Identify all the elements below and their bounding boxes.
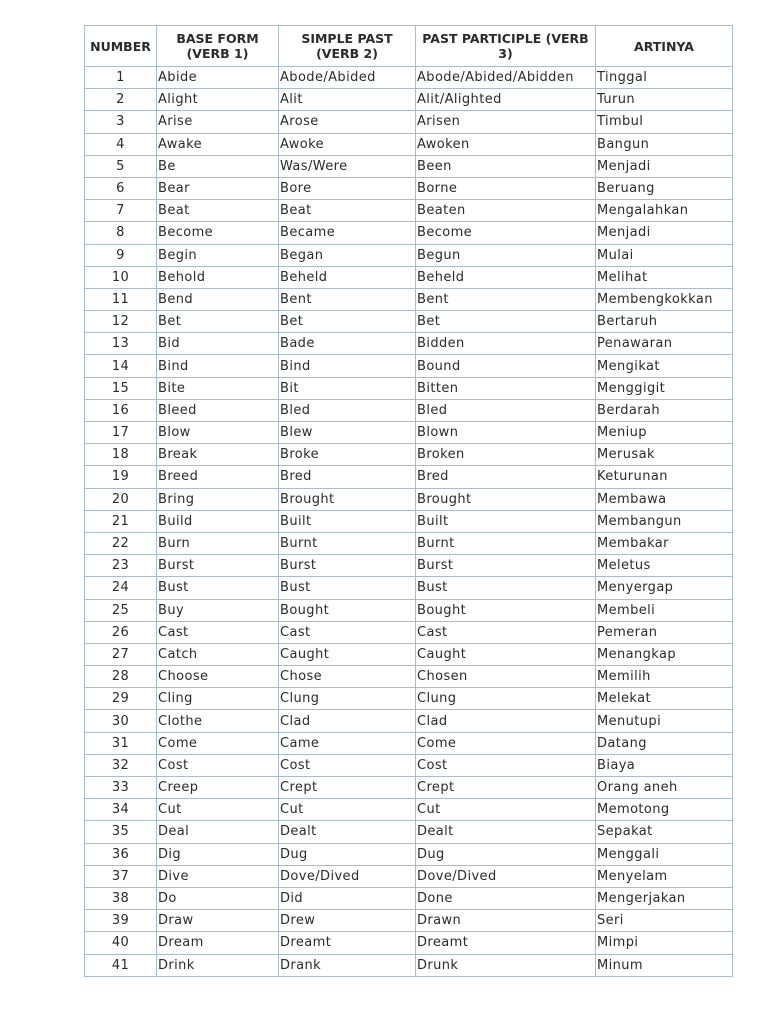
header-past-participle: PAST PARTICIPLE (VERB 3) bbox=[416, 26, 596, 67]
cell-base-form: Become bbox=[157, 222, 279, 244]
cell-simple-past: Drew bbox=[279, 910, 416, 932]
cell-base-form: Deal bbox=[157, 821, 279, 843]
cell-past-participle: Bidden bbox=[416, 333, 596, 355]
cell-base-form: Bust bbox=[157, 577, 279, 599]
header-row bbox=[85, 26, 733, 67]
cell-past-participle: Crept bbox=[416, 777, 596, 799]
cell-simple-past: Beat bbox=[279, 200, 416, 222]
cell-artinya: Biaya bbox=[596, 754, 733, 776]
cell-artinya: Sepakat bbox=[596, 821, 733, 843]
cell-base-form: Bid bbox=[157, 333, 279, 355]
cell-artinya: Timbul bbox=[596, 111, 733, 133]
cell-simple-past: Alit bbox=[279, 89, 416, 111]
cell-number: 32 bbox=[85, 754, 157, 776]
cell-artinya: Menangkap bbox=[596, 643, 733, 665]
cell-base-form: Burst bbox=[157, 555, 279, 577]
table-row bbox=[85, 777, 733, 799]
cell-past-participle: Abode/Abided/Abidden bbox=[416, 67, 596, 89]
cell-past-participle: Chosen bbox=[416, 666, 596, 688]
cell-simple-past: Bore bbox=[279, 177, 416, 199]
cell-base-form: Beat bbox=[157, 200, 279, 222]
cell-past-participle: Cost bbox=[416, 754, 596, 776]
table-row bbox=[85, 288, 733, 310]
header-number: NUMBER bbox=[85, 26, 157, 67]
cell-artinya: Memilih bbox=[596, 666, 733, 688]
cell-artinya: Memotong bbox=[596, 799, 733, 821]
cell-past-participle: Bust bbox=[416, 577, 596, 599]
cell-artinya: Menyergap bbox=[596, 577, 733, 599]
cell-number: 15 bbox=[85, 377, 157, 399]
cell-number: 9 bbox=[85, 244, 157, 266]
cell-number: 2 bbox=[85, 89, 157, 111]
table-header bbox=[85, 26, 733, 67]
cell-number: 8 bbox=[85, 222, 157, 244]
table-row bbox=[85, 532, 733, 554]
table-row bbox=[85, 399, 733, 421]
cell-artinya: Tinggal bbox=[596, 67, 733, 89]
cell-base-form: Catch bbox=[157, 643, 279, 665]
cell-simple-past: Burst bbox=[279, 555, 416, 577]
cell-past-participle: Borne bbox=[416, 177, 596, 199]
cell-artinya: Membakar bbox=[596, 532, 733, 554]
table-row bbox=[85, 821, 733, 843]
cell-past-participle: Built bbox=[416, 510, 596, 532]
cell-simple-past: Bent bbox=[279, 288, 416, 310]
cell-base-form: Abide bbox=[157, 67, 279, 89]
cell-past-participle: Awoken bbox=[416, 133, 596, 155]
cell-past-participle: Come bbox=[416, 732, 596, 754]
cell-artinya: Menjadi bbox=[596, 222, 733, 244]
table-row bbox=[85, 377, 733, 399]
cell-simple-past: Bit bbox=[279, 377, 416, 399]
cell-past-participle: Become bbox=[416, 222, 596, 244]
header-simple-past: SIMPLE PAST (VERB 2) bbox=[279, 26, 416, 67]
cell-past-participle: Dug bbox=[416, 843, 596, 865]
cell-past-participle: Cast bbox=[416, 621, 596, 643]
table-row bbox=[85, 910, 733, 932]
cell-simple-past: Bought bbox=[279, 599, 416, 621]
cell-simple-past: Cut bbox=[279, 799, 416, 821]
cell-past-participle: Dove/Dived bbox=[416, 865, 596, 887]
cell-artinya: Beruang bbox=[596, 177, 733, 199]
cell-artinya: Pemeran bbox=[596, 621, 733, 643]
cell-artinya: Membawa bbox=[596, 488, 733, 510]
cell-past-participle: Beaten bbox=[416, 200, 596, 222]
cell-artinya: Berdarah bbox=[596, 399, 733, 421]
cell-simple-past: Came bbox=[279, 732, 416, 754]
cell-number: 24 bbox=[85, 577, 157, 599]
cell-number: 22 bbox=[85, 532, 157, 554]
cell-artinya: Meniup bbox=[596, 422, 733, 444]
table-row bbox=[85, 488, 733, 510]
cell-simple-past: Abode/Abided bbox=[279, 67, 416, 89]
table-row bbox=[85, 732, 733, 754]
cell-base-form: Bend bbox=[157, 288, 279, 310]
cell-number: 34 bbox=[85, 799, 157, 821]
cell-number: 19 bbox=[85, 466, 157, 488]
cell-number: 20 bbox=[85, 488, 157, 510]
table-row bbox=[85, 643, 733, 665]
cell-past-participle: Been bbox=[416, 155, 596, 177]
table-row bbox=[85, 510, 733, 532]
table-row bbox=[85, 133, 733, 155]
cell-simple-past: Bust bbox=[279, 577, 416, 599]
cell-simple-past: Burnt bbox=[279, 532, 416, 554]
header-artinya: ARTINYA bbox=[596, 26, 733, 67]
cell-number: 3 bbox=[85, 111, 157, 133]
cell-base-form: Clothe bbox=[157, 710, 279, 732]
cell-simple-past: Caught bbox=[279, 643, 416, 665]
cell-past-participle: Bound bbox=[416, 355, 596, 377]
cell-base-form: Cost bbox=[157, 754, 279, 776]
cell-past-participle: Blown bbox=[416, 422, 596, 444]
table-row bbox=[85, 555, 733, 577]
cell-artinya: Menjadi bbox=[596, 155, 733, 177]
cell-base-form: Dive bbox=[157, 865, 279, 887]
cell-number: 23 bbox=[85, 555, 157, 577]
cell-number: 35 bbox=[85, 821, 157, 843]
cell-base-form: Choose bbox=[157, 666, 279, 688]
cell-simple-past: Became bbox=[279, 222, 416, 244]
cell-past-participle: Bled bbox=[416, 399, 596, 421]
cell-number: 13 bbox=[85, 333, 157, 355]
cell-past-participle: Cut bbox=[416, 799, 596, 821]
cell-number: 38 bbox=[85, 887, 157, 909]
cell-simple-past: Broke bbox=[279, 444, 416, 466]
cell-simple-past: Dreamt bbox=[279, 932, 416, 954]
cell-base-form: Break bbox=[157, 444, 279, 466]
cell-past-participle: Alit/Alighted bbox=[416, 89, 596, 111]
cell-base-form: Dream bbox=[157, 932, 279, 954]
cell-number: 6 bbox=[85, 177, 157, 199]
cell-artinya: Melekat bbox=[596, 688, 733, 710]
cell-base-form: Burn bbox=[157, 532, 279, 554]
cell-artinya: Orang aneh bbox=[596, 777, 733, 799]
table-row bbox=[85, 177, 733, 199]
cell-artinya: Mengalahkan bbox=[596, 200, 733, 222]
cell-simple-past: Arose bbox=[279, 111, 416, 133]
cell-simple-past: Dug bbox=[279, 843, 416, 865]
cell-past-participle: Dreamt bbox=[416, 932, 596, 954]
table-row bbox=[85, 200, 733, 222]
cell-artinya: Meletus bbox=[596, 555, 733, 577]
table-row bbox=[85, 111, 733, 133]
cell-artinya: Menggali bbox=[596, 843, 733, 865]
cell-simple-past: Bade bbox=[279, 333, 416, 355]
cell-base-form: Be bbox=[157, 155, 279, 177]
cell-number: 37 bbox=[85, 865, 157, 887]
cell-simple-past: Cost bbox=[279, 754, 416, 776]
cell-artinya: Keturunan bbox=[596, 466, 733, 488]
cell-number: 31 bbox=[85, 732, 157, 754]
table-row bbox=[85, 444, 733, 466]
table-row bbox=[85, 577, 733, 599]
cell-number: 18 bbox=[85, 444, 157, 466]
cell-number: 28 bbox=[85, 666, 157, 688]
cell-number: 27 bbox=[85, 643, 157, 665]
table-row bbox=[85, 621, 733, 643]
table-row bbox=[85, 333, 733, 355]
cell-base-form: Begin bbox=[157, 244, 279, 266]
table-row bbox=[85, 710, 733, 732]
header-base-form: BASE FORM (VERB 1) bbox=[157, 26, 279, 67]
cell-base-form: Blow bbox=[157, 422, 279, 444]
cell-simple-past: Awoke bbox=[279, 133, 416, 155]
cell-artinya: Melihat bbox=[596, 266, 733, 288]
table-row bbox=[85, 355, 733, 377]
cell-number: 39 bbox=[85, 910, 157, 932]
cell-number: 25 bbox=[85, 599, 157, 621]
cell-number: 29 bbox=[85, 688, 157, 710]
cell-base-form: Drink bbox=[157, 954, 279, 976]
cell-base-form: Bring bbox=[157, 488, 279, 510]
cell-past-participle: Bought bbox=[416, 599, 596, 621]
cell-number: 4 bbox=[85, 133, 157, 155]
table-row bbox=[85, 311, 733, 333]
cell-base-form: Cut bbox=[157, 799, 279, 821]
cell-artinya: Penawaran bbox=[596, 333, 733, 355]
cell-past-participle: Clung bbox=[416, 688, 596, 710]
cell-artinya: Mengerjakan bbox=[596, 887, 733, 909]
cell-past-participle: Done bbox=[416, 887, 596, 909]
cell-number: 11 bbox=[85, 288, 157, 310]
cell-number: 17 bbox=[85, 422, 157, 444]
cell-simple-past: Began bbox=[279, 244, 416, 266]
cell-past-participle: Begun bbox=[416, 244, 596, 266]
cell-number: 40 bbox=[85, 932, 157, 954]
cell-simple-past: Clung bbox=[279, 688, 416, 710]
table-row bbox=[85, 222, 733, 244]
cell-past-participle: Bet bbox=[416, 311, 596, 333]
cell-artinya: Mulai bbox=[596, 244, 733, 266]
table-body bbox=[85, 67, 733, 977]
table-row bbox=[85, 799, 733, 821]
cell-simple-past: Was/Were bbox=[279, 155, 416, 177]
cell-artinya: Minum bbox=[596, 954, 733, 976]
cell-simple-past: Bind bbox=[279, 355, 416, 377]
cell-simple-past: Bet bbox=[279, 311, 416, 333]
cell-simple-past: Blew bbox=[279, 422, 416, 444]
table-row bbox=[85, 887, 733, 909]
cell-base-form: Arise bbox=[157, 111, 279, 133]
cell-past-participle: Bred bbox=[416, 466, 596, 488]
cell-number: 36 bbox=[85, 843, 157, 865]
cell-past-participle: Caught bbox=[416, 643, 596, 665]
cell-past-participle: Bitten bbox=[416, 377, 596, 399]
cell-simple-past: Bred bbox=[279, 466, 416, 488]
cell-artinya: Menggigit bbox=[596, 377, 733, 399]
cell-base-form: Bite bbox=[157, 377, 279, 399]
cell-number: 41 bbox=[85, 954, 157, 976]
table-row bbox=[85, 466, 733, 488]
cell-past-participle: Burnt bbox=[416, 532, 596, 554]
cell-base-form: Bear bbox=[157, 177, 279, 199]
table-row bbox=[85, 688, 733, 710]
cell-simple-past: Built bbox=[279, 510, 416, 532]
cell-number: 7 bbox=[85, 200, 157, 222]
cell-simple-past: Clad bbox=[279, 710, 416, 732]
cell-base-form: Dig bbox=[157, 843, 279, 865]
cell-base-form: Awake bbox=[157, 133, 279, 155]
table-row bbox=[85, 89, 733, 111]
cell-number: 14 bbox=[85, 355, 157, 377]
cell-simple-past: Crept bbox=[279, 777, 416, 799]
table-row bbox=[85, 865, 733, 887]
cell-artinya: Menutupi bbox=[596, 710, 733, 732]
cell-number: 33 bbox=[85, 777, 157, 799]
cell-simple-past: Drank bbox=[279, 954, 416, 976]
cell-artinya: Datang bbox=[596, 732, 733, 754]
cell-simple-past: Bled bbox=[279, 399, 416, 421]
cell-base-form: Bleed bbox=[157, 399, 279, 421]
cell-past-participle: Clad bbox=[416, 710, 596, 732]
cell-base-form: Cling bbox=[157, 688, 279, 710]
cell-number: 1 bbox=[85, 67, 157, 89]
cell-simple-past: Brought bbox=[279, 488, 416, 510]
table-row bbox=[85, 266, 733, 288]
table-row bbox=[85, 67, 733, 89]
table-row bbox=[85, 843, 733, 865]
table-row bbox=[85, 754, 733, 776]
cell-simple-past: Beheld bbox=[279, 266, 416, 288]
cell-past-participle: Burst bbox=[416, 555, 596, 577]
cell-past-participle: Bent bbox=[416, 288, 596, 310]
cell-artinya: Membengkokkan bbox=[596, 288, 733, 310]
cell-base-form: Build bbox=[157, 510, 279, 532]
cell-simple-past: Chose bbox=[279, 666, 416, 688]
cell-past-participle: Brought bbox=[416, 488, 596, 510]
irregular-verbs-table bbox=[84, 25, 733, 977]
cell-artinya: Membeli bbox=[596, 599, 733, 621]
cell-base-form: Bind bbox=[157, 355, 279, 377]
cell-past-participle: Drawn bbox=[416, 910, 596, 932]
cell-artinya: Mimpi bbox=[596, 932, 733, 954]
cell-artinya: Bangun bbox=[596, 133, 733, 155]
cell-simple-past: Did bbox=[279, 887, 416, 909]
cell-past-participle: Dealt bbox=[416, 821, 596, 843]
cell-base-form: Breed bbox=[157, 466, 279, 488]
cell-artinya: Merusak bbox=[596, 444, 733, 466]
cell-base-form: Buy bbox=[157, 599, 279, 621]
cell-base-form: Alight bbox=[157, 89, 279, 111]
cell-number: 5 bbox=[85, 155, 157, 177]
cell-past-participle: Beheld bbox=[416, 266, 596, 288]
cell-past-participle: Drunk bbox=[416, 954, 596, 976]
cell-base-form: Behold bbox=[157, 266, 279, 288]
table-row bbox=[85, 599, 733, 621]
table-row bbox=[85, 244, 733, 266]
cell-base-form: Bet bbox=[157, 311, 279, 333]
cell-number: 12 bbox=[85, 311, 157, 333]
cell-artinya: Seri bbox=[596, 910, 733, 932]
table-row bbox=[85, 954, 733, 976]
table-row bbox=[85, 932, 733, 954]
cell-artinya: Bertaruh bbox=[596, 311, 733, 333]
cell-artinya: Menyelam bbox=[596, 865, 733, 887]
cell-number: 21 bbox=[85, 510, 157, 532]
cell-artinya: Turun bbox=[596, 89, 733, 111]
cell-number: 26 bbox=[85, 621, 157, 643]
cell-simple-past: Dealt bbox=[279, 821, 416, 843]
cell-artinya: Mengikat bbox=[596, 355, 733, 377]
cell-base-form: Do bbox=[157, 887, 279, 909]
table-row bbox=[85, 666, 733, 688]
cell-base-form: Draw bbox=[157, 910, 279, 932]
cell-number: 10 bbox=[85, 266, 157, 288]
cell-base-form: Come bbox=[157, 732, 279, 754]
table-row bbox=[85, 422, 733, 444]
table-row bbox=[85, 155, 733, 177]
cell-base-form: Cast bbox=[157, 621, 279, 643]
cell-past-participle: Arisen bbox=[416, 111, 596, 133]
cell-base-form: Creep bbox=[157, 777, 279, 799]
cell-past-participle: Broken bbox=[416, 444, 596, 466]
cell-number: 16 bbox=[85, 399, 157, 421]
cell-simple-past: Dove/Dived bbox=[279, 865, 416, 887]
cell-number: 30 bbox=[85, 710, 157, 732]
cell-artinya: Membangun bbox=[596, 510, 733, 532]
cell-simple-past: Cast bbox=[279, 621, 416, 643]
